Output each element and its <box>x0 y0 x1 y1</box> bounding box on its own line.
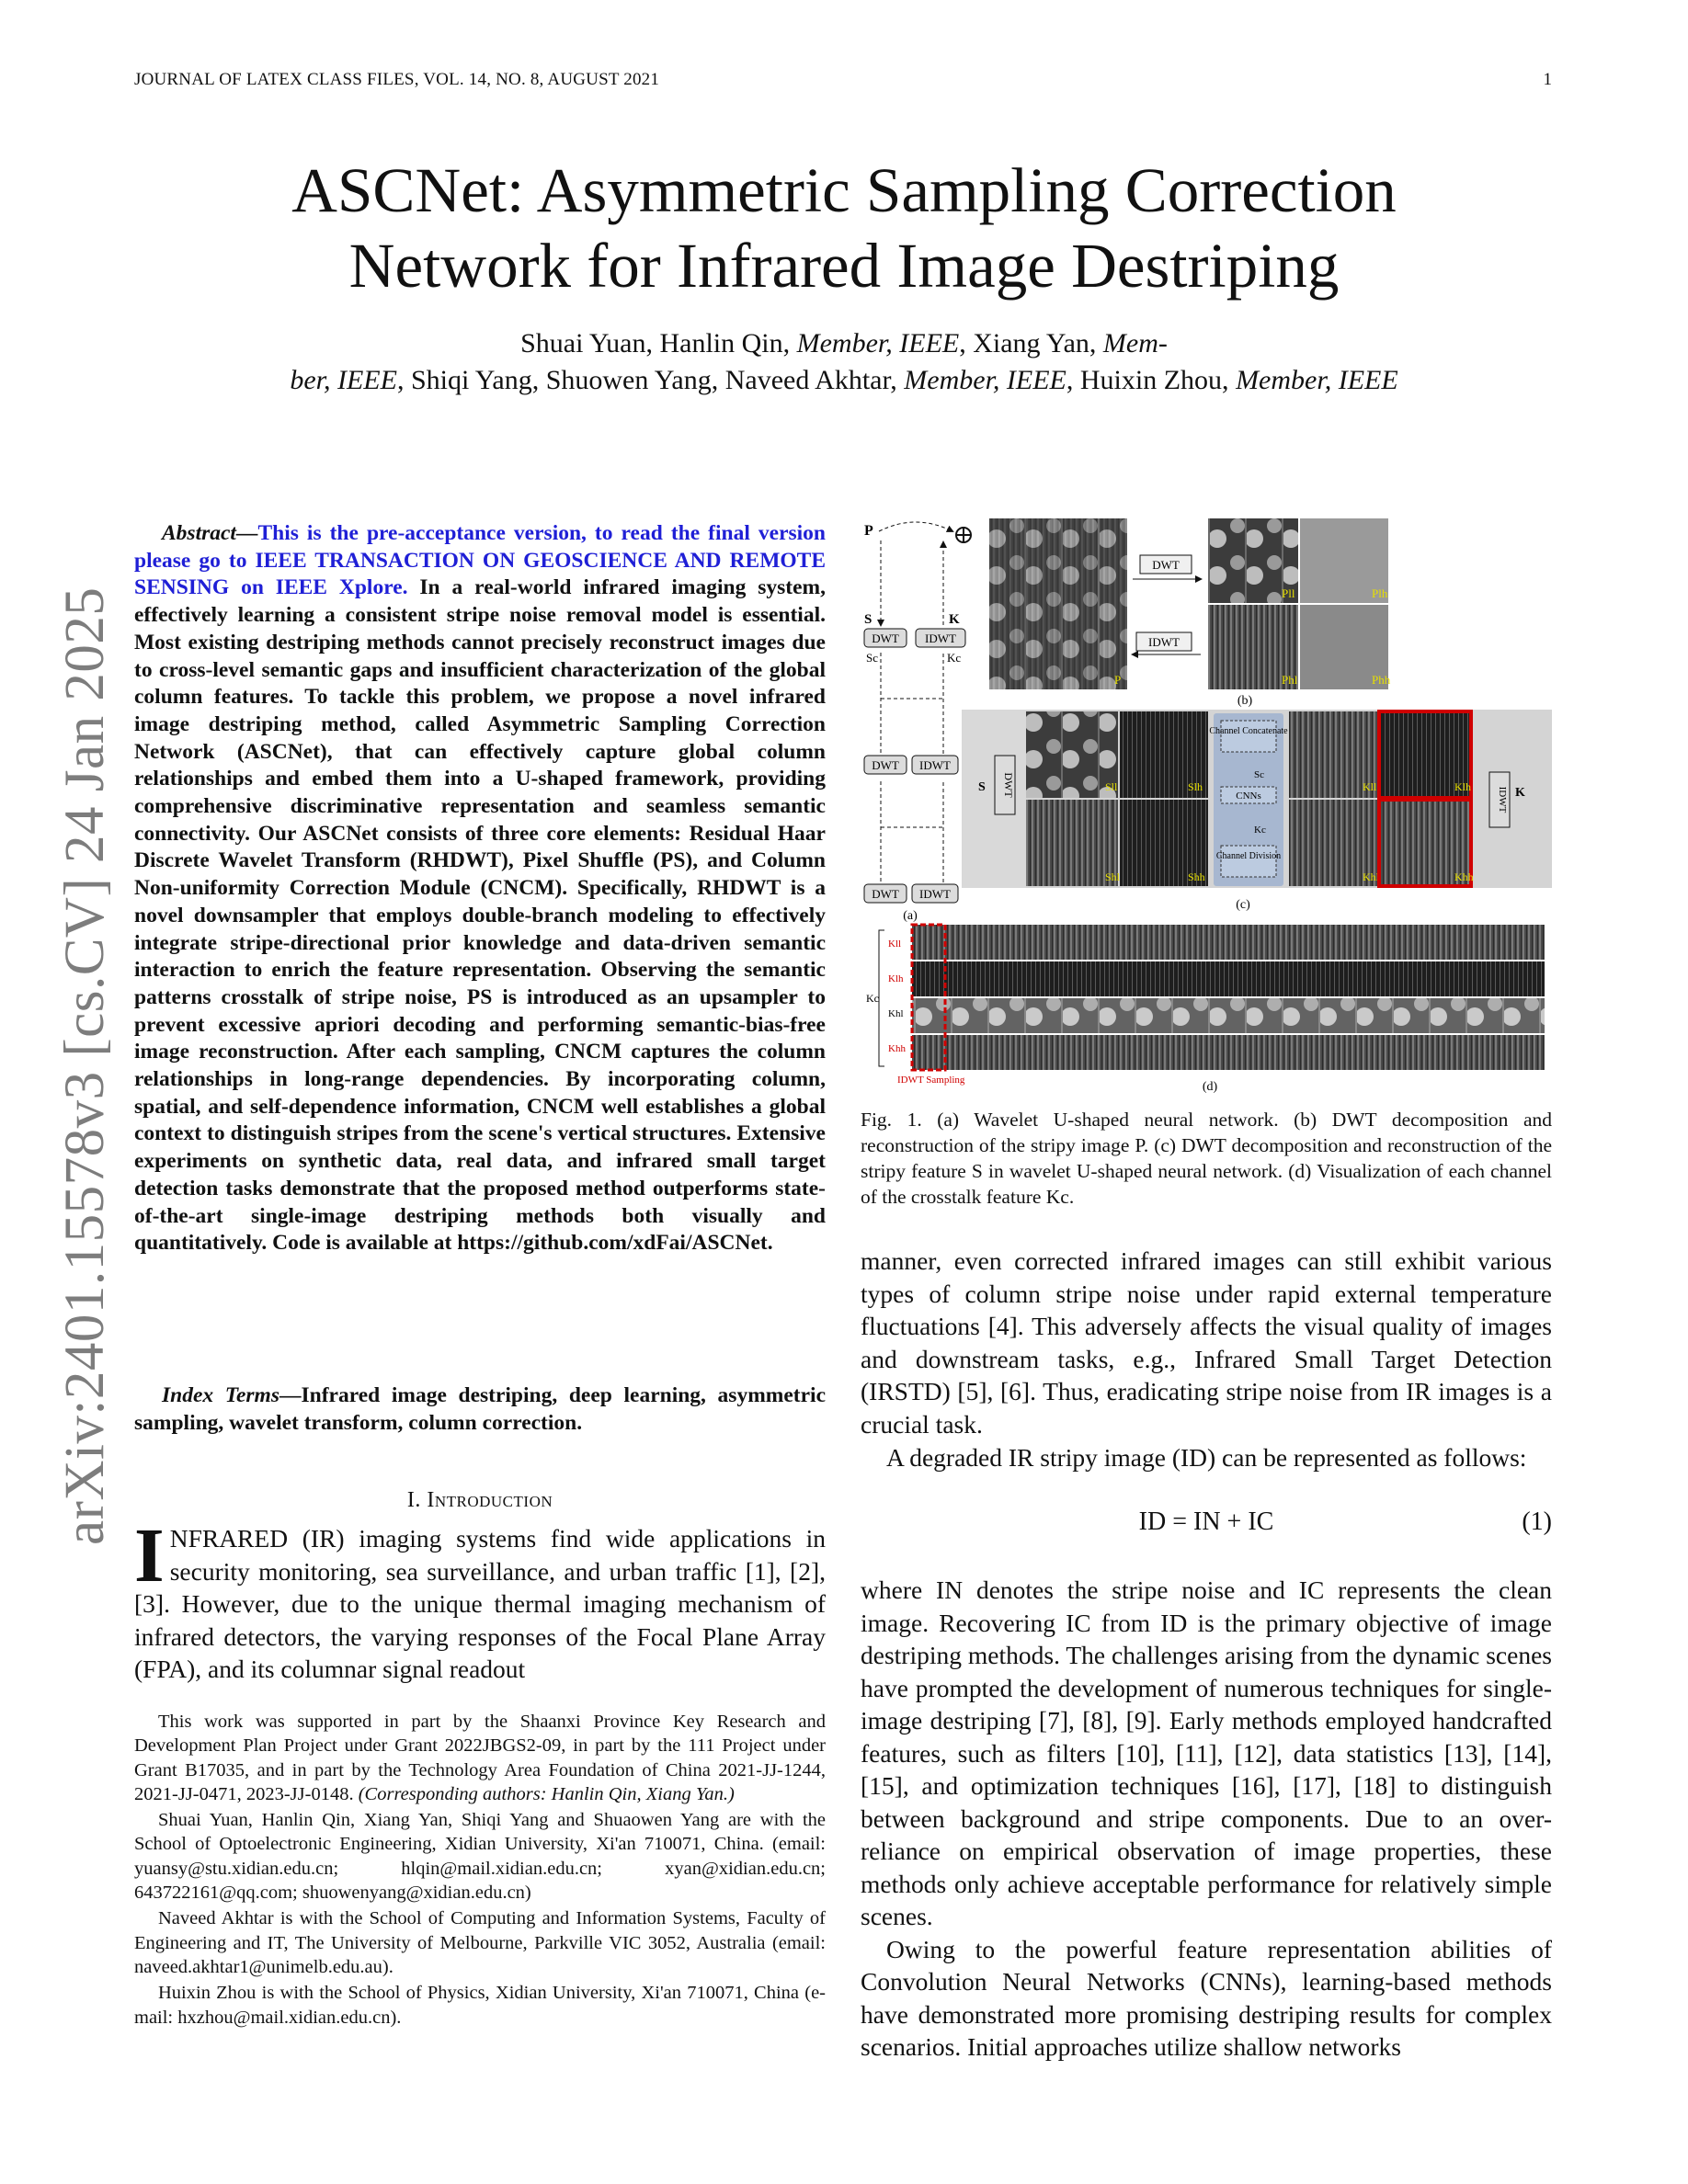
label-sll: Sll <box>1105 780 1118 793</box>
intro-paragraph <box>134 1513 826 1686</box>
author-text: Member, IEEE <box>796 328 960 358</box>
label-kc: Kc <box>1254 825 1266 836</box>
figure-caption: Fig. 1. (a) Wavelet U-shaped neural network. (b) DWT decomposition and reconstruction of the stripy image P. (c) DWT decomposition and reconstruction of the stripy feature S in wavelet U-shaped neural network. (d) Visualization of each channel of the crosstalk feature Kc. <box>861 1109 1552 1208</box>
author-text: Mem- <box>1102 328 1168 358</box>
author-list <box>134 325 1554 399</box>
panel-b <box>989 518 1391 708</box>
idwt-box: IDWT <box>919 758 951 772</box>
panel-a <box>864 522 971 923</box>
section-title: Introduction <box>427 1488 553 1512</box>
dwt-box: DWT <box>872 887 899 901</box>
idwt-sampling-label: IDWT Sampling <box>897 1075 965 1086</box>
right-paragraph-3 <box>861 1574 1552 2064</box>
label-c: (c) <box>1236 898 1250 912</box>
figure-1 <box>861 515 1552 1094</box>
label-shl: Shl <box>1105 870 1121 883</box>
author-text: , Shiqi Yang, Shuowen Yang, Naveed Akhtar, <box>396 365 905 395</box>
author-text: Member, IEEE <box>1236 365 1398 395</box>
idwt-box: IDWT <box>1497 786 1508 813</box>
figure-1-graphic <box>861 515 1552 1094</box>
panel-d <box>866 925 1545 1094</box>
idwt-box: IDWT <box>1148 635 1180 649</box>
index-terms-lead: Index Terms <box>162 1383 279 1407</box>
title-line-2: Network for Infrared Image Destriping <box>348 231 1340 301</box>
cnn-paragraph: Owing to the powerful feature representation abilities of Convolution Neural Networks (CNNs), learning-based methods have demonstrated more promising destriping results for complex scenarios. Initial approaches utilize shallow networks <box>861 1934 1552 2061</box>
abstract-text: In a real-world infrared imaging system, effectively learning a consistent stripe noise removal model is essential. Most existing destriping methods cannot precisely reconstruct images due to cross-level semantic gaps and insufficient characterization of the global column features. To tackle this problem, we propose a novel infrared image destriping method, called Asymmetric Sampling Correction Network (ASCNet), that can effectively capture global column relationships and embed them into a U-shaped framework, providing comprehensive discriminative representation and seamless semantic connectivity. Our ASCNet consists of three core elements: Residual Haar Discrete Wavelet Transform (RHDWT), Pixel Shuffle (PS), and Column Non-uniformity Correction Module (CNCM). Specifically, RHDWT is a novel downsampler that employs double-branch modeling to effectively integrate stripe-directional prior knowledge and data-driven semantic interaction to enrich the feature representation. Observing the semantic patterns crosstalk of stripe noise, PS is introduced as an upsampler to prevent excessive apriori decoding and performing semantic-bias-free image reconstruction. After each sampling, CNCM captures the column relationships in long-range dependencies. By incorporating column, spatial, and self-dependence information, CNCM well establishes a global context to distinguish stripes from the scene's vertical structures. Extensive experiments on synthetic data, real data, and infrared small target detection tasks demonstrate that the proposed method outperforms state-of-the-art single-image destriping methods both visually and quantitatively. Code is available at https://github.com/xdFai/ASCNet. <box>134 575 826 1256</box>
label-k: K <box>1515 786 1525 800</box>
label-sc: Sc <box>866 651 878 665</box>
section-number: I. <box>406 1488 421 1512</box>
label-phh: Phh <box>1372 673 1391 687</box>
right-paragraph-2 <box>861 1441 1552 1474</box>
label-phl: Phl <box>1282 673 1298 687</box>
label-plh: Plh <box>1372 586 1388 600</box>
footnote-text: This work was supported in part by the Shaanxi Province Key Research and Development Plan Project under Grant 2022JBGS2-09, in part by the 111 Project under Grant B17035, and in part by the Technology Area Foundation of China 2021-JJ-1244, 2021-JJ-0471, 2023-JJ-0148. <box>134 1712 826 1804</box>
panel-c <box>962 710 1552 912</box>
label-sc: Sc <box>1254 769 1264 780</box>
label-pll: Pll <box>1282 586 1295 600</box>
section-heading <box>134 1488 826 1513</box>
label-shh: Shh <box>1188 870 1205 883</box>
index-terms-text: —Infrared image destriping, deep learning, asymmetric sampling, wavelet transform, column correction. <box>134 1383 826 1435</box>
abstract <box>134 520 826 1257</box>
footnote-corresponding: (Corresponding authors: Hanlin Qin, Xiang Yan.) <box>358 1783 735 1804</box>
label-p: P <box>864 523 873 539</box>
author-text: Shuai Yuan, Hanlin Qin, <box>520 328 797 358</box>
footnote-funding <box>134 1710 826 1806</box>
arxiv-stamp: arXiv:2401.15578v3 [cs.CV] 24 Jan 2025 <box>54 586 116 1545</box>
cnns-label: CNNs <box>1236 791 1261 802</box>
label-kc: Kc <box>866 992 879 1005</box>
title-line-1: ASCNet: Asymmetric Sampling Correction <box>291 155 1397 225</box>
author-text: , Huixin Zhou, <box>1066 365 1237 395</box>
footnotes <box>134 1710 826 2031</box>
label-khl: Khl <box>888 1008 904 1019</box>
author-text: ber, IEEE <box>290 365 397 395</box>
page-number: 1 <box>1543 70 1552 89</box>
label-klh: Klh <box>888 973 904 984</box>
dwt-box: DWT <box>872 631 899 645</box>
footnote-affiliation-3: Huixin Zhou is with the School of Physics, Xidian University, Xi'an 710071, China (e-mail: hxzhou@mail.xidian.edu.cn). <box>134 1983 826 2028</box>
abstract-version-note[interactable]: This is the pre-acceptance version, to read the final version please go to IEEE TRANSACTION ON GEOSCIENCE AND REMOTE SENSING on IEEE Xplore. <box>134 521 826 600</box>
equation-body: ID = IN + IC <box>1138 1507 1274 1536</box>
label-b: (b) <box>1237 694 1253 708</box>
abstract-lead: Abstract— <box>162 521 258 545</box>
index-terms <box>134 1382 826 1437</box>
equation-number: (1) <box>1522 1507 1552 1536</box>
equation-intro: A degraded IR stripy image (ID) can be represented as follows: <box>886 1443 1527 1472</box>
label-kc: Kc <box>947 651 962 665</box>
equation-1 <box>861 1507 1552 1544</box>
dwt-box: DWT <box>1152 558 1180 572</box>
idwt-box: IDWT <box>925 631 956 645</box>
channel-concat-label: Channel Concatenate <box>1209 726 1288 736</box>
dropcap: I <box>134 1513 165 1598</box>
equation-explanation: where IN denotes the stripe noise and IC represents the clean image. Recovering IC from ID is the primary objective of image destriping methods. The challenges arising from the dynamic scenes have prompted the development of numerous techniques for single-image destriping [7], [8], [9]. Early methods employed handcrafted features, such as filters [10], [11], [12], data statistics [13], [14], [15], and optimization techniques [16], [17], [18] to distinguish between background and stripe components. Due to an over-reliance on empirical observation of image properties, these methods only achieve acceptable performance for relatively simple scenes. <box>861 1575 1552 1930</box>
dwt-box: DWT <box>872 758 899 772</box>
label-a: (a) <box>903 909 918 923</box>
label-p-small: P <box>1114 673 1122 687</box>
label-s: S <box>978 780 986 794</box>
footnote-affiliation-2: Naveed Akhtar is with the School of Computing and Information Systems, Faculty of Engineering and IT, The University of Melbourne, Parkville VIC 3052, Australia (email: naveed.akhtar1@unimelb.edu.au). <box>134 1908 826 1977</box>
author-text: Member, IEEE <box>904 365 1066 395</box>
label-k: K <box>949 612 960 627</box>
label-d: (d) <box>1202 1080 1218 1094</box>
label-slh: Slh <box>1188 780 1203 793</box>
label-klh: Klh <box>1454 780 1471 793</box>
label-s: S <box>864 612 873 627</box>
label-khl: Khl <box>1363 870 1379 883</box>
footnote-affiliation-1: Shuai Yuan, Hanlin Qin, Xiang Yan, Shiqi Yang and Shuaowen Yang are with the School of Optoelectronic Engineering, Xidian University, Xi'an 710071, China. (email: yuansy@stu.xidian.edu.cn; hlqin@mail.xidian.edu.cn; xyan@xidian.edu.cn; 643722161@qq.com; shuowenyang@xidian.edu.cn) <box>134 1810 826 1904</box>
label-kll: Kll <box>888 938 902 950</box>
author-text: , Xiang Yan, <box>959 328 1103 358</box>
channel-division-label: Channel Division <box>1215 851 1282 861</box>
label-kll: Kll <box>1363 780 1377 793</box>
author-line-2 <box>134 362 1554 399</box>
right-paragraph-1: manner, even corrected infrared images can still exhibit various types of column stripe noise under rapid external temperature fluctuations [4]. This adversely affects the visual quality of images and downstream tasks, e.g., Infrared Small Target Detection (IRSTD) [5], [6]. Thus, eradicating stripe noise from IR images is a crucial task. <box>861 1246 1552 1439</box>
dwt-box: DWT <box>1002 772 1015 798</box>
intro-text: NFRARED (IR) imaging systems find wide applications in security monitoring, sea surveillance, and urban traffic [1], [2], [3]. However, due to the unique thermal imaging mechanism of infrared detectors, the varying responses of the Focal Plane Array (FPA), and its columnar signal readout <box>134 1524 826 1683</box>
running-head: JOURNAL OF LATEX CLASS FILES, VOL. 14, NO. 8, AUGUST 2021 <box>134 70 660 89</box>
label-khh: Khh <box>888 1043 906 1054</box>
paper-title <box>134 153 1554 303</box>
label-khh: Khh <box>1454 870 1474 883</box>
author-line-1 <box>134 325 1554 362</box>
idwt-box: IDWT <box>919 887 951 901</box>
